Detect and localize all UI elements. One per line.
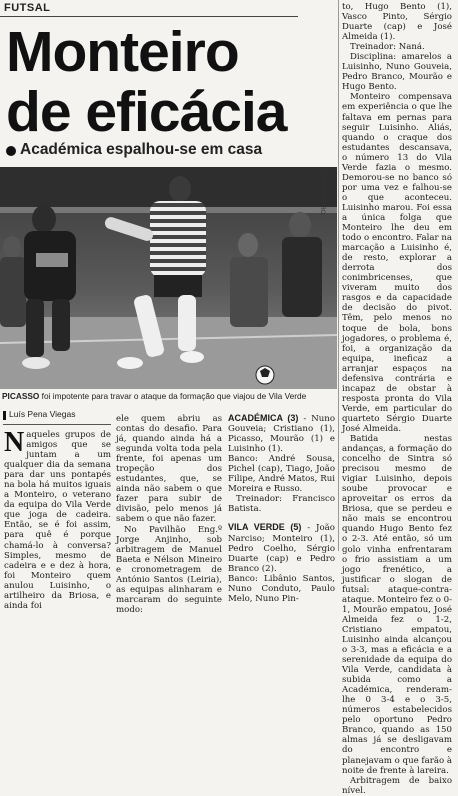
article-column-4: [342, 2, 452, 796]
photo-credit: ARTE RIBEIRO: [319, 172, 325, 215]
col4-paragraph-5: Arbitragem de baixo nível.: [342, 775, 452, 796]
caption-lead: PICASSO: [2, 391, 40, 401]
team-vila-verde-lineup: - João Narciso; Monteiro (1), Pedro Coelho, Sérgio Duarte (cap) e Pedro Branco (2).: [228, 523, 335, 574]
col1-text: aqueles grupos de amigos que se juntam a um qualquer dia da semana para dar uns pontapés na bola há muitos iguais a Monteiro, o veterano da equipa do Vila Verde que joga de cadeira. Então, se é foi assim, para quê é porque chamá-lo à conversa? Simples, mesmo de cadeira e e dez à hora, foi Monteiro quem anulou Luisinho, o artilheiro da Briosa, e ainda foi: [4, 430, 111, 611]
byline-rule: [3, 424, 111, 425]
photo-caption: [2, 391, 334, 401]
col4-paragraph-3: Monteiro compensava em experiência o que lhe faltava em pernas para seguir Luisinho. Aliás, quando o craque dos estudantes descansava, o número 13 do Vila Verde fazia o mesmo. Demorou-se no banco só por uma vez e falhou-se o que aconteceu. Luisinho marou. Foi essa a única folga que Monteiro lhe deu em todo o encontro. Falar na marcação a Luisinho é, de resto, explorar a derrota dos conimbricenses, que viveram muito dos rasgos e da capacidade de decisão do pivot. Têm, pelo menos no toque de bola, bons jogadores, o problema é, foi, a organização da equipa, ineficaz a arranjar espaços na defensiva contrária e incapaz de obstar à resposta pronta do Vila Verde, em particular do quarteto Sérgio Duarte José Almeida.: [342, 92, 453, 434]
col4-coach: Treinador: Naná.: [350, 42, 425, 53]
article-column-3: [228, 413, 335, 604]
col4-paragraph-0: to, Hugo Bento (1), Vasco Pinto, Sérgio Duarte (cap) e José Almeida (1).: [342, 2, 452, 43]
subheadline: Académica espalhou-se em casa: [20, 141, 263, 158]
match-photo: [0, 167, 337, 389]
team-academica: ACADÉMICA (3): [228, 413, 299, 423]
dropcap: N: [4, 427, 25, 458]
article-column-2: [116, 414, 222, 615]
headline-line2: de eficácia: [6, 80, 287, 144]
section-label: FUTSAL: [4, 2, 51, 14]
col4-paragraph-4: Batida nestas andanças, a formação do concelho de Sintra só precisou mesmo de vigiar Luisinho, depois soube provocar e aproveitar os erros da Briosa, que se perdeu e não mais se encontrou quando Hugo Bento fez o 2-3. Até então, só um golo vinha enfrentaram o frio assistiam a um jogo frenético, a justificar o slogan de futsal: ataque-contra-ataque. Monteiro fez o 0-1, Mourão empatou, José Almeida fez o 1-2, Cristiano empatou, Luisinho ainda alcançou o 3-3, mas a eficácia e a serenidade da equipa do Vila Verde, candidata à subida como a Académica, renderam-lhe 0 3-4 e o 3-5, números estabelecidos pelo oportuno Pedro Branco, quando as 150 almas já se desligavam do encontro e planejavam o que farão à noite de frente à lareira.: [342, 434, 452, 776]
col2-paragraph-1: ele quem abriu as contas do desafio. Para já, quando ainda há a segunda volta toda pela frente, foi apenas um tropeção dos estudantes, que, se ainda não sabem o que fazer para subir de divisão, pelo menos já sabem o que não fazer.: [116, 414, 222, 525]
team-academica-coach: Treinador: Francisco Batista.: [228, 494, 335, 515]
team-academica-lineup: - Nuno Gouveia; Cristiano (1), Picasso, Mourão (1) e Luisinho (1).: [228, 414, 335, 455]
section-rule: [0, 16, 298, 17]
headline-line1: Monteiro: [6, 20, 239, 84]
caption-text: foi impotente para travar o ataque da formação que viajou de Vila Verde: [39, 391, 307, 401]
team-academica-bench: Banco: André Sousa, Pichel (cap), Tiago, João Filipe, André Matos, Rui Moreira e Russo.: [228, 454, 335, 495]
byline-block: [3, 409, 111, 421]
col4-discipline: Disciplina: amarelos a Luisinho, Nuno Gouveia, Pedro Branco, Mourão e Hugo Bento.: [342, 52, 452, 93]
col2-paragraph-2: No Pavilhão Eng.º Jorge Anjinho, sob arbitragem de Manuel Baeta e Nélson Mineiro e cronometragem de António Santos (Leiria), as equipas alinharam e marcaram do seguinte modo:: [116, 524, 222, 615]
byline-marker: [3, 411, 6, 420]
team-vila-verde-bench: Banco: Libânio Santos, Nuno Conduto, Paulo Melo, Nuno Pin-: [228, 573, 335, 604]
team-vila-verde: VILA VERDE (5): [228, 522, 302, 533]
futsal-action-image: [0, 167, 337, 389]
bullet-icon: [6, 146, 16, 156]
column-divider: [338, 0, 339, 551]
byline: Luís Pena Viegas: [9, 409, 76, 419]
article-column-1: [4, 427, 111, 611]
